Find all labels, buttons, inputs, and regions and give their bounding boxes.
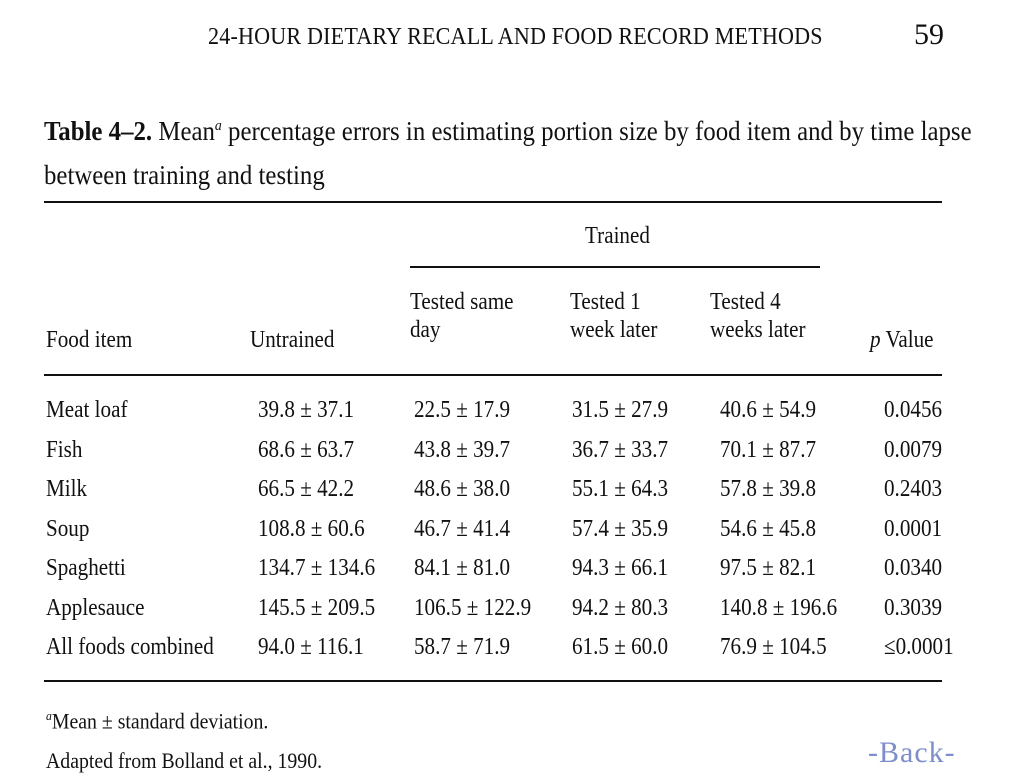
- col-header-untrained: [250, 326, 334, 354]
- value-cell: 84.1 ± 81.0: [414, 555, 511, 581]
- value-cell: 68.6 ± 63.7: [258, 436, 355, 463]
- col-header-line-2: day: [410, 317, 441, 343]
- value-cell: 70.1 ± 87.7: [720, 436, 817, 463]
- value-cell: 43.8 ± 39.7: [414, 436, 511, 463]
- footnote-a: [46, 708, 268, 734]
- caption-footnote-marker: a: [214, 118, 222, 134]
- value-cell: 31.5 ± 27.9: [572, 397, 669, 423]
- p-value-word: Value: [880, 327, 934, 353]
- col-header-tested-4-weeks: [710, 288, 806, 344]
- value-cell: 57.4 ± 35.9: [572, 515, 669, 542]
- col-header-line-1: Tested 1: [570, 289, 641, 315]
- value-cell: 0.3039: [884, 594, 943, 621]
- value-cell: 0.0456: [884, 397, 943, 423]
- table-top-rule: [44, 201, 942, 203]
- value-cell: 61.5 ± 60.0: [572, 634, 669, 660]
- page-number: 59: [914, 18, 944, 51]
- value-cell: 57.8 ± 39.8: [720, 476, 817, 502]
- value-cell: 40.6 ± 54.9: [720, 397, 817, 423]
- value-cell: 54.6 ± 45.8: [720, 515, 817, 542]
- food-item-cell: Meat loaf: [46, 397, 128, 423]
- value-cell: 36.7 ± 33.7: [572, 436, 669, 463]
- value-cell: 0.0001: [884, 515, 943, 542]
- col-header-line-1: Tested same: [410, 289, 514, 315]
- col-header-line-1: Food item: [46, 327, 133, 353]
- value-cell: 22.5 ± 17.9: [414, 397, 511, 423]
- value-cell: 94.0 ± 116.1: [258, 634, 364, 660]
- back-link[interactable]: -Back-: [868, 736, 956, 769]
- value-cell: 39.8 ± 37.1: [258, 397, 355, 423]
- food-item-cell: Spaghetti: [46, 555, 126, 581]
- footnote-a-marker: a: [46, 708, 52, 723]
- col-header-p-value: [870, 326, 934, 354]
- p-symbol: p: [870, 327, 881, 353]
- col-header-line-2: weeks later: [710, 317, 806, 343]
- col-header-tested-same-day: [410, 288, 513, 344]
- col-header-food-item: [46, 326, 132, 354]
- value-cell: 0.0079: [884, 436, 943, 463]
- value-cell: 134.7 ± 134.6: [258, 555, 376, 581]
- footnote-source: Adapted from Bolland et al., 1990.: [46, 748, 323, 773]
- col-header-line-1: Tested 4: [710, 289, 781, 315]
- value-cell: 76.9 ± 104.5: [720, 634, 827, 660]
- food-item-cell: Fish: [46, 436, 83, 463]
- running-head: 24-HOUR DIETARY RECALL AND FOOD RECORD METHODS: [208, 24, 823, 50]
- value-cell: 0.0340: [884, 555, 943, 581]
- value-cell: 97.5 ± 82.1: [720, 555, 817, 581]
- group-header-rule: [410, 266, 820, 268]
- value-cell: ≤0.0001: [884, 634, 954, 660]
- value-cell: 145.5 ± 209.5: [258, 594, 376, 621]
- food-item-cell: Applesauce: [46, 594, 145, 621]
- col-header-tested-1-week: [570, 288, 657, 344]
- value-cell: 55.1 ± 64.3: [572, 476, 669, 502]
- header-bottom-rule: [44, 374, 942, 376]
- food-item-cell: Milk: [46, 476, 88, 502]
- food-item-cell: All foods combined: [46, 634, 214, 660]
- table-caption: [44, 104, 972, 197]
- caption-line-2: between training and testing: [44, 160, 325, 190]
- value-cell: 48.6 ± 38.0: [414, 476, 511, 502]
- group-header-trained: Trained: [585, 223, 650, 249]
- value-cell: 0.2403: [884, 476, 943, 502]
- footnote-a-text: Mean ± standard deviation.: [51, 708, 269, 734]
- table-label: Table 4–2.: [44, 116, 153, 146]
- table-bottom-rule: [44, 680, 942, 682]
- value-cell: 58.7 ± 71.9: [414, 634, 511, 660]
- col-header-line-2: week later: [570, 317, 658, 343]
- food-item-cell: Soup: [46, 515, 90, 542]
- value-cell: 94.2 ± 80.3: [572, 594, 669, 621]
- value-cell: 94.3 ± 66.1: [572, 555, 669, 581]
- value-cell: 66.5 ± 42.2: [258, 476, 355, 502]
- value-cell: 46.7 ± 41.4: [414, 515, 511, 542]
- col-header-line-1: Untrained: [250, 327, 335, 353]
- value-cell: 108.8 ± 60.6: [258, 515, 365, 542]
- caption-line-1: [44, 104, 972, 153]
- value-cell: 106.5 ± 122.9: [414, 594, 532, 621]
- caption-text-rest: percentage errors in estimating portion size by food item and by time lapse: [228, 116, 972, 146]
- caption-mean-word: Mean: [158, 116, 215, 146]
- value-cell: 140.8 ± 196.6: [720, 594, 838, 621]
